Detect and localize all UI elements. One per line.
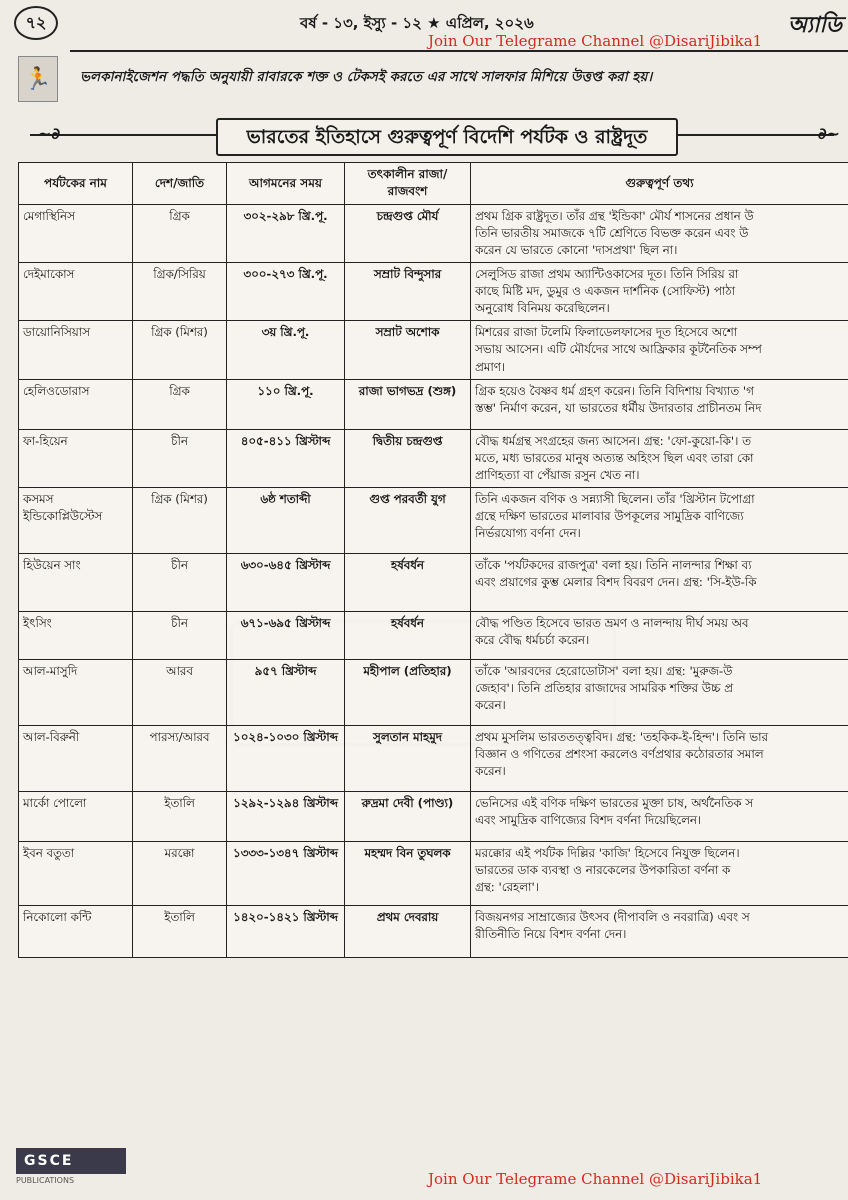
info-line: মিশরের রাজা টলেমি ফিলাডেলফাসের দূত হিসেবে অশো xyxy=(475,325,738,340)
traveller-name: মার্কো পোলো xyxy=(19,791,133,841)
traveller-country: গ্রিক xyxy=(133,379,227,429)
traveller-name: আল-বিরুনী xyxy=(19,725,133,791)
info-line: তাঁকে 'পর্যটকদের রাজপুত্র' বলা হয়। তিনি নালন্দার শিক্ষা ব্য xyxy=(475,557,752,572)
info-line: গ্রিক হয়েও বৈষ্ণব ধর্ম গ্রহণ করেন। তিনি বিদিশায় বিখ্যাত 'গ xyxy=(475,383,754,398)
flourish-right-icon: ∂~ xyxy=(817,124,840,143)
header-country: দেশ/জাতি xyxy=(133,163,227,205)
info-line: রীতিনীতি নিয়ে বিশদ বর্ণনা দেন। xyxy=(475,927,627,941)
info-line: নির্ভরযোগ্য বর্ণনা দেন। xyxy=(475,526,581,541)
header-time: আগমনের সময় xyxy=(227,163,345,205)
info-line: বিজয়নগর সাম্রাজ্যের উৎসব (দীপাবলি ও নবরাত্রি) এবং স xyxy=(475,909,750,924)
important-info xyxy=(471,553,848,611)
traveller-name: ইৎসিং xyxy=(19,611,133,659)
traveller-country: ইতালি xyxy=(133,791,227,841)
important-info xyxy=(471,611,848,659)
important-info xyxy=(471,379,848,429)
flourish-left-icon: ~∂ xyxy=(38,124,61,143)
important-info xyxy=(471,791,848,841)
publisher-logo: GSCE xyxy=(16,1148,126,1174)
important-info xyxy=(471,204,848,262)
travellers-table xyxy=(18,162,848,958)
telegram-channel-link[interactable]: Join Our Telegrame Channel @DisariJibika1 xyxy=(428,32,763,50)
section-corner-mark: অ্যাডি xyxy=(787,13,842,38)
telegram-channel-link-bottom[interactable]: Join Our Telegrame Channel @DisariJibika1 xyxy=(428,1170,763,1188)
important-info xyxy=(471,841,848,905)
traveller-name: কসমস ইন্ডিকোপ্লিউস্টেস xyxy=(19,487,133,553)
important-info xyxy=(471,725,848,791)
table-body xyxy=(19,204,848,957)
arrival-time: ৩০২-২৯৮ খ্রি.পূ. xyxy=(227,204,345,262)
info-line: ভেনিসের এই বণিক দক্ষিণ ভারতের মুক্তা চাষ, অর্থনৈতিক স xyxy=(475,795,754,810)
traveller-name: মেগাস্থিনিস xyxy=(19,204,133,262)
arrival-time: ৯৫৭ খ্রিস্টাব্দ xyxy=(227,659,345,725)
info-line: সভায় আসেন। এটি মৌর্যদের সাথে আফ্রিকার কূটনৈতিক সম্প xyxy=(475,342,762,357)
traveller-country: পারস্য/আরব xyxy=(133,725,227,791)
table-header-row xyxy=(19,163,848,205)
contemporary-ruler: হর্ষবর্ধন xyxy=(345,553,471,611)
arrival-time: ৬৭১-৬৯৫ খ্রিস্টাব্দ xyxy=(227,611,345,659)
info-line: করেন। xyxy=(475,698,506,713)
table-row xyxy=(19,321,848,379)
info-line: বৌদ্ধ পণ্ডিত হিসেবে ভারত ভ্রমণ ও নালন্দায় দীর্ঘ সময় অব xyxy=(475,615,749,630)
info-line: গ্রন্থ: 'রেহলা'। xyxy=(475,880,539,895)
table-row xyxy=(19,905,848,957)
info-line: মরক্কোর এই পর্যটক দিল্লির 'কাজি' হিসেবে নিযুক্ত ছিলেন। xyxy=(475,845,740,860)
arrival-time: ৩য় খ্রি.পূ. xyxy=(227,321,345,379)
traveller-country: চীন xyxy=(133,611,227,659)
important-info xyxy=(471,263,848,321)
traveller-name: আল-মাসুদি xyxy=(19,659,133,725)
traveller-name: নিকোলো কন্টি xyxy=(19,905,133,957)
runner-icon: 🏃 xyxy=(18,56,58,102)
info-line: তিনি ভারতীয় সমাজকে ৭টি শ্রেণিতে বিভক্ত করেন এবং উ xyxy=(475,225,749,240)
table-row xyxy=(19,553,848,611)
traveller-name: হেলিওডোরাস xyxy=(19,379,133,429)
traveller-name: হিউয়েন সাং xyxy=(19,553,133,611)
info-line: মতে, মধ্য ভারতের মানুষ অত্যন্ত অহিংস ছিল এবং তারা কো xyxy=(475,450,754,465)
important-info xyxy=(471,487,848,553)
arrival-time: ১৪২০-১৪২১ খ্রিস্টাব্দ xyxy=(227,905,345,957)
arrival-time: ৬৩০-৬৪৫ খ্রিস্টাব্দ xyxy=(227,553,345,611)
table-row xyxy=(19,204,848,262)
header-divider xyxy=(70,50,848,52)
table-row xyxy=(19,791,848,841)
info-line: এবং প্রয়াগের কুম্ভ মেলার বিশদ বিবরণ দেন। গ্রন্থ: 'সি-ইউ-কি xyxy=(475,575,757,589)
contemporary-ruler: চন্দ্রগুপ্ত মৌর্য xyxy=(345,204,471,262)
arrival-time: ৬ষ্ঠ শতাব্দী xyxy=(227,487,345,553)
table-row xyxy=(19,429,848,487)
table-row xyxy=(19,725,848,791)
info-line: করে বৌদ্ধ ধর্মচর্চা করেন। xyxy=(475,633,590,647)
info-line: করেন যে ভারতে কোনো 'দাসপ্রথা' ছিল না। xyxy=(475,242,678,257)
fact-line: ভলকানাইজেশন পদ্ধতি অনুযায়ী রাবারকে শক্ত ও টেকসই করতে এর সাথে সালফার মিশিয়ে উত্তপ্ত করা হয়। xyxy=(80,69,653,85)
info-line: তাঁকে 'আরবদের হেরোডোটাস' বলা হয়। গ্রন্থ: 'মুরুজ-উ xyxy=(475,663,733,678)
contemporary-ruler: গুপ্ত পরবর্তী যুগ xyxy=(345,487,471,553)
traveller-name: ফা-হিয়েন xyxy=(19,429,133,487)
contemporary-ruler: মহীপাল (প্রতিহার) xyxy=(345,659,471,725)
arrival-time: ১১০ খ্রি.পূ. xyxy=(227,379,345,429)
info-line: স্তম্ভ' নির্মাণ করেন, যা ভারতের ধর্মীয় উদারতার প্রাচীনতম নিদ xyxy=(475,400,762,415)
contemporary-ruler: রাজা ভাগভদ্র (শুঙ্গ) xyxy=(345,379,471,429)
info-line: বৌদ্ধ ধর্মগ্রন্থ সংগ্রহের জন্য আসেন। গ্রন্থ: 'ফো-কুয়ো-কি'। ত xyxy=(475,433,751,448)
traveller-country: আরব xyxy=(133,659,227,725)
info-line: গ্রন্থে দক্ষিণ ভারতের মালাবার উপকূলের সামুদ্রিক বাণিজ্যে xyxy=(475,509,744,523)
info-line: ভারতের ডাক ব্যবস্থা ও নারকেলের উপকারিতা বর্ণনা ক xyxy=(475,863,731,877)
table-row xyxy=(19,611,848,659)
contemporary-ruler: দ্বিতীয় চন্দ্রগুপ্ত xyxy=(345,429,471,487)
info-line: প্রাণিহত্যা বা পেঁয়াজ রসুন খেত না। xyxy=(475,467,640,482)
table-row xyxy=(19,379,848,429)
traveller-country: গ্রিক (মিশর) xyxy=(133,321,227,379)
info-line: প্রথম মুসলিম ভারততত্ত্ববিদ। গ্রন্থ: 'তহকিক-ই-হিন্দ'। তিনি ভার xyxy=(475,729,768,744)
traveller-name: দেইমাকোস xyxy=(19,263,133,321)
table-row xyxy=(19,263,848,321)
table-row xyxy=(19,659,848,725)
arrival-time: ১০২৪-১০৩০ খ্রিস্টাব্দ xyxy=(227,725,345,791)
title-rule-right xyxy=(674,134,834,136)
important-info xyxy=(471,659,848,725)
arrival-time: ৪০৫-৪১১ খ্রিস্টাব্দ xyxy=(227,429,345,487)
important-info xyxy=(471,429,848,487)
traveller-name: ডায়োনিসিয়াস xyxy=(19,321,133,379)
header-ruler: তৎকালীন রাজা/রাজবংশ xyxy=(345,163,471,205)
traveller-country: গ্রিক xyxy=(133,204,227,262)
header-name: পর্যটকের নাম xyxy=(19,163,133,205)
info-line: প্রথম গ্রিক রাষ্ট্রদূত। তাঁর গ্রন্থ 'ইন্ডিকা' মৌর্য শাসনের প্রধান উ xyxy=(475,208,754,223)
info-line: এবং সামুদ্রিক বাণিজ্যের বিশদ বর্ণনা দিয়েছিলেন। xyxy=(475,813,702,827)
info-line: জেহাব'। তিনি প্রতিহার রাজাদের সামরিক শক্তির উচ্চ প্র xyxy=(475,681,733,695)
contemporary-ruler: সম্রাট বিন্দুসার xyxy=(345,263,471,321)
info-line: কাছে মিষ্টি মদ, ডুমুর ও একজন দার্শনিক (সোফিস্ট) পাঠা xyxy=(475,284,735,299)
contemporary-ruler: সম্রাট অশোক xyxy=(345,321,471,379)
traveller-country: গ্রিক/সিরিয় xyxy=(133,263,227,321)
issue-line: বর্ষ - ১৩, ইস্যু - ১২ ★ এপ্রিল, ২০২৬ xyxy=(300,14,534,32)
info-line: অনুরোধ বিনিময় করেছিলেন। xyxy=(475,301,610,316)
contemporary-ruler: হর্ষবর্ধন xyxy=(345,611,471,659)
arrival-time: ১৩৩৩-১৩৪৭ খ্রিস্টাব্দ xyxy=(227,841,345,905)
traveller-country: মরক্কো xyxy=(133,841,227,905)
traveller-name: ইবন বতুতা xyxy=(19,841,133,905)
important-info xyxy=(471,321,848,379)
publisher-logo-sub: PUBLICATIONS xyxy=(16,1176,75,1185)
info-line: সেলুসিড রাজা প্রথম অ্যান্টিওকাসের দূত। তিনি সিরিয় রা xyxy=(475,267,739,282)
traveller-country: গ্রিক (মিশর) xyxy=(133,487,227,553)
info-line: করেন। xyxy=(475,764,506,779)
important-info xyxy=(471,905,848,957)
traveller-country: চীন xyxy=(133,553,227,611)
page-title: ভারতের ইতিহাসে গুরুত্বপূর্ণ বিদেশি পর্যটক ও রাষ্ট্রদূত xyxy=(216,118,678,156)
info-line: প্রমাণ। xyxy=(475,359,506,374)
info-line: বিজ্ঞান ও গণিতের প্রশংসা করলেও বর্ণপ্রথার কঠোরতার সমাল xyxy=(475,747,764,761)
page-number: ৭২ xyxy=(14,6,58,40)
arrival-time: ৩০০-২৭৩ খ্রি.পূ. xyxy=(227,263,345,321)
table-row xyxy=(19,487,848,553)
contemporary-ruler: সুলতান মাহমুদ xyxy=(345,725,471,791)
contemporary-ruler: মহম্মদ বিন তুঘলক xyxy=(345,841,471,905)
contemporary-ruler: প্রথম দেবরায় xyxy=(345,905,471,957)
arrival-time: ১২৯২-১২৯৪ খ্রিস্টাব্দ xyxy=(227,791,345,841)
info-line: তিনি একজন বণিক ও সন্ন্যাসী ছিলেন। তাঁর 'খ্রিস্টান টপোগ্রা xyxy=(475,491,755,506)
table-row xyxy=(19,841,848,905)
traveller-country: ইতালি xyxy=(133,905,227,957)
traveller-country: চীন xyxy=(133,429,227,487)
contemporary-ruler: রুদ্রমা দেবী (পাণ্ড্য) xyxy=(345,791,471,841)
header-info: গুরুত্বপূর্ণ তথ্য xyxy=(471,163,848,205)
